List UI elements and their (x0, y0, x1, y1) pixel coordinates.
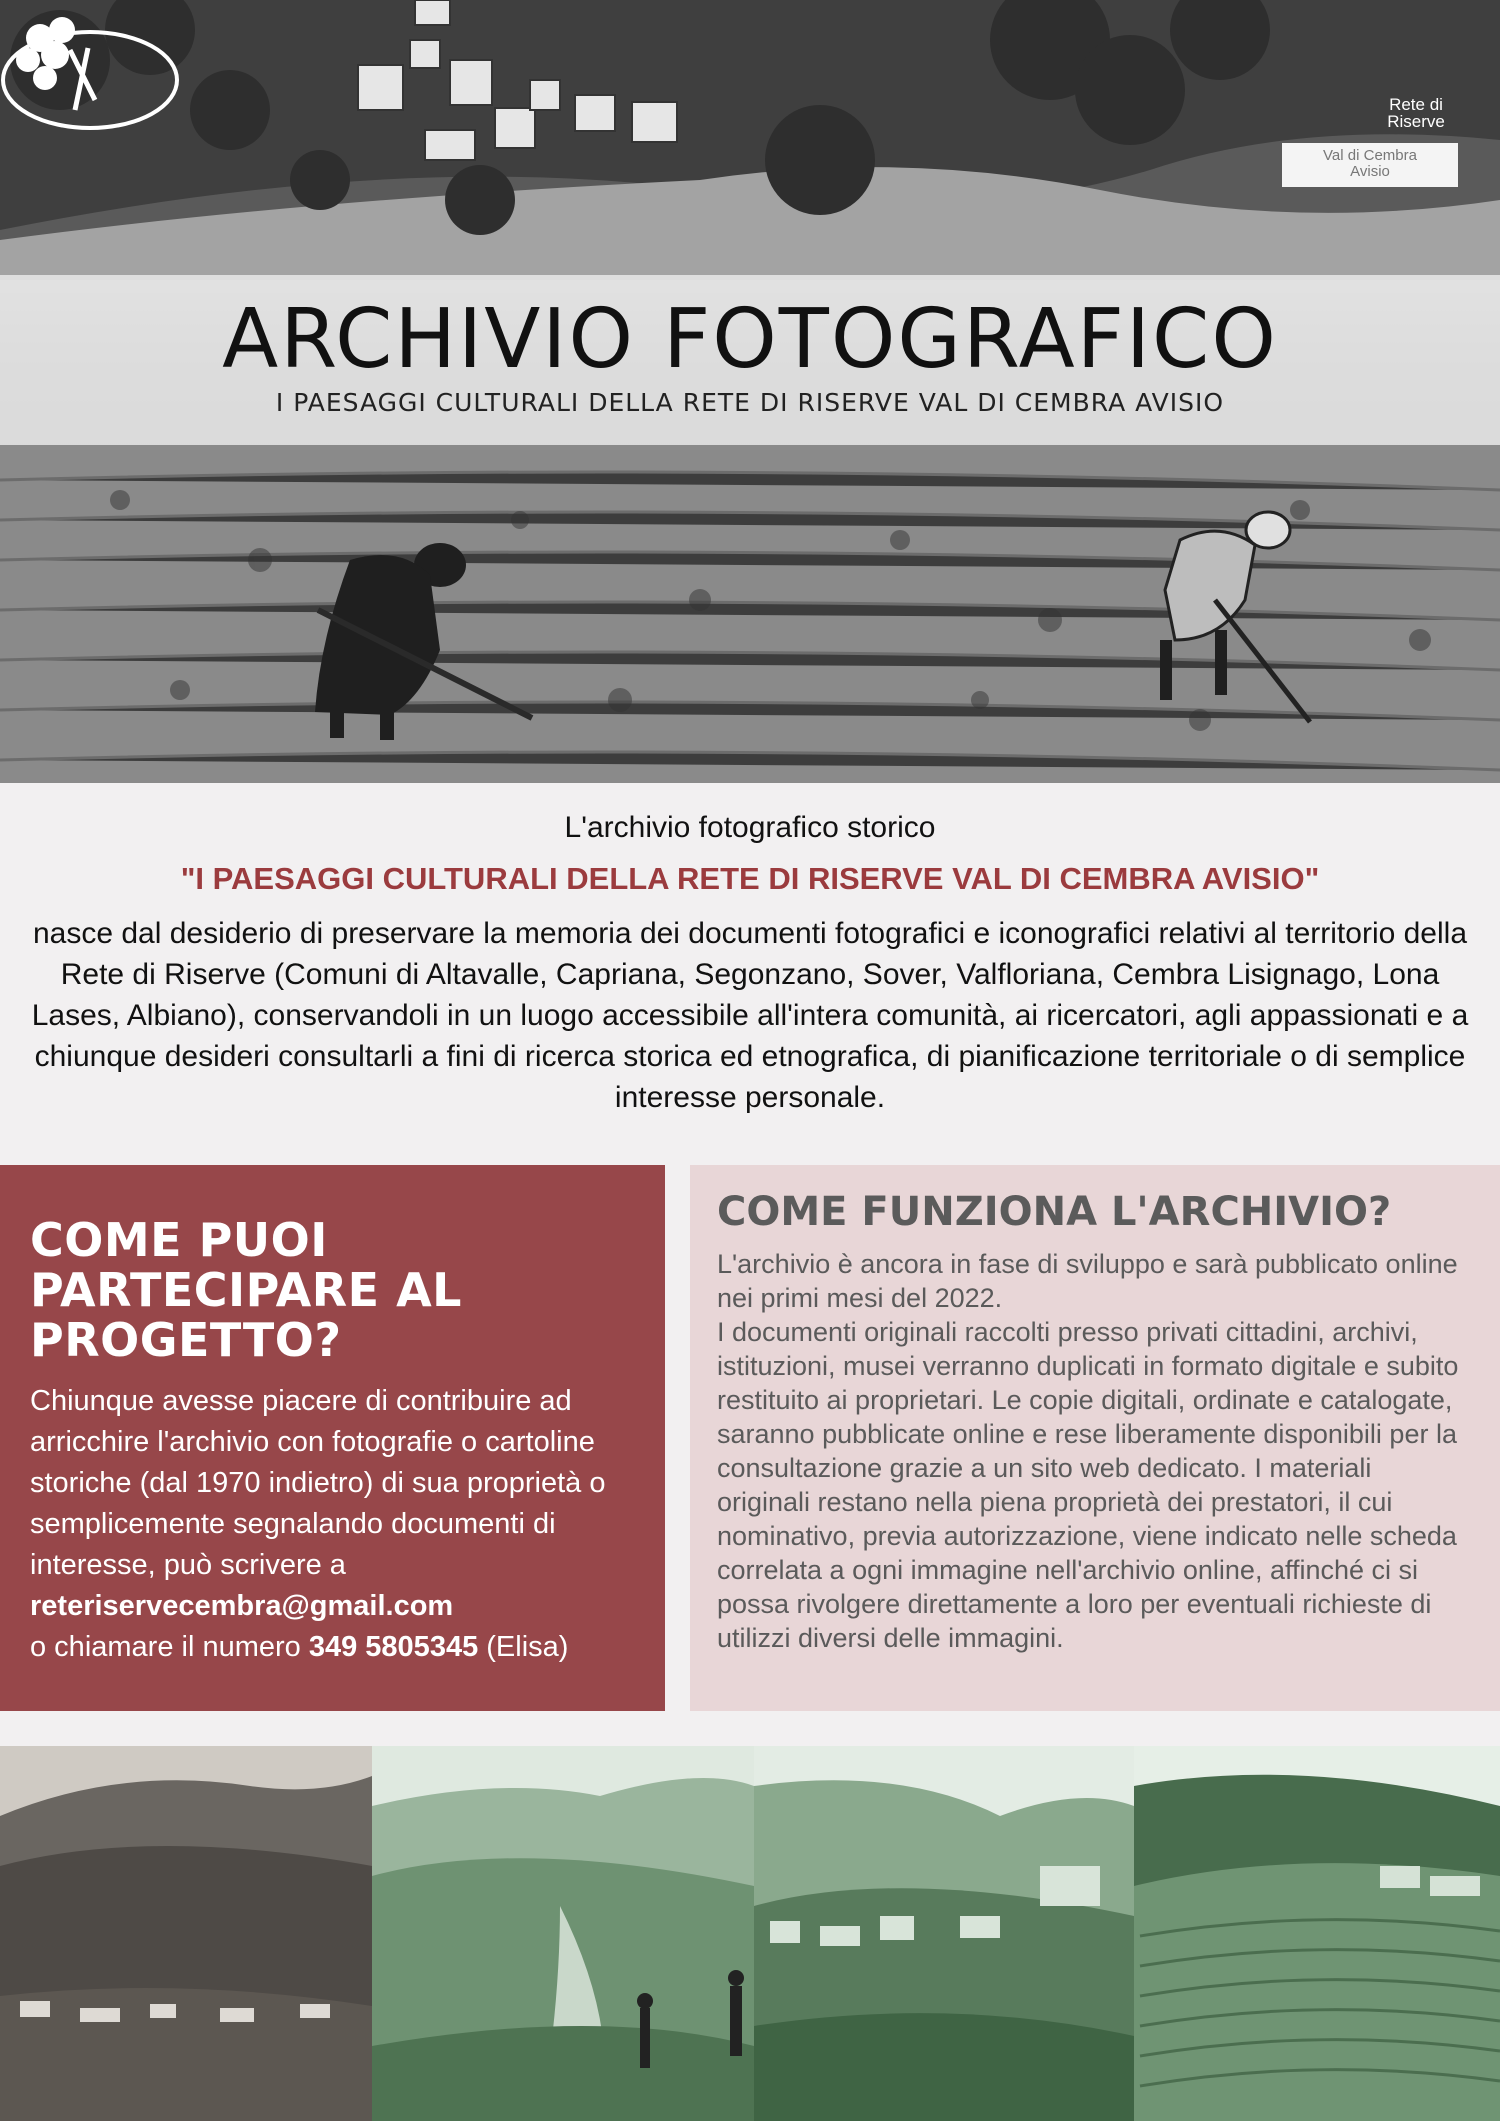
how-it-works-paragraph-1: L'archivio è ancora in fase di sviluppo e sarà pubblicato online nei primi mesi del 2022. (717, 1249, 1458, 1313)
rete-di-riserve-logo (0, 0, 180, 160)
participate-description: Chiunque avesse piacere di contribuire ad arricchire l'archivio con fotografie o cartoline storiche (dal 1970 indietro) di sua proprietà o semplicemente segnalando documenti di interesse, può scrivere a (30, 1385, 606, 1581)
logo-name-line2: Riserve (1387, 112, 1445, 131)
how-it-works-paragraph-2: I documenti originali raccolti presso privati cittadini, archivi, istituzioni, musei verranno duplicati in formato digitale e subito restituito ai proprietari. Le copie digitali, ordinate e catalogate, saranno pubblicate online e rese liberamente disponibili per la consultazione grazie a un sito web dedicato. I materiali originali restano nella piena proprietà dei prestatori, il cui nominativo, previa autorizzazione, viene indicato nelle scheda correlata a ogni immagine nell'archivio online, affinché ci si possa rivolgere direttamente a loro per eventuali richieste di utilizzi diversi delle immagini. (717, 1317, 1459, 1653)
logo-wordmark (1376, 96, 1456, 130)
logo-place-line2: Avisio (1350, 163, 1390, 180)
logo-place-line1: Val di Cembra (1323, 147, 1417, 164)
landscape-photo-strip (0, 1746, 1500, 2121)
hero-photo (0, 0, 1500, 783)
how-it-works-heading: COME FUNZIONA L'ARCHIVIO? (717, 1189, 1392, 1235)
how-it-works-panel (690, 1165, 1500, 1711)
landscape-photo-3 (754, 1746, 1134, 2121)
logo-place-label (1282, 143, 1458, 187)
contact-name: (Elisa) (486, 1631, 569, 1663)
participate-panel (0, 1165, 665, 1711)
logo-name-line1: Rete di (1389, 95, 1443, 114)
landscape-photos (0, 1746, 1500, 2121)
intro-lead: L'archivio fotografico storico (564, 811, 936, 844)
participate-text (30, 1381, 645, 1668)
contact-email-link[interactable]: reteriservecembra@gmail.com (30, 1590, 454, 1622)
landscape-photo-4 (1134, 1746, 1500, 2121)
participate-heading: COME PUOI PARTECIPARE AL PROGETTO? (30, 1213, 462, 1367)
intro-body: nasce dal desiderio di preservare la memoria dei documenti fotografici e iconografici relativi al territorio della Rete di Riserve (Comuni di Altavalle, Capriana, Segonzano, Sover, Valfloriana, Cembra Lisignago, Lona Lases, Albiano), conservandoli in un luogo accessibile all'intera comunità, ai ricercatori, agli appassionati e a chiunque desideri consultarli a fini di ricerca storica ed etnografica, di pianificazione territoriale o di semplice interesse personale. (31, 917, 1469, 1114)
landscape-photo-1 (0, 1746, 372, 2121)
call-text: o chiamare il numero (30, 1631, 301, 1663)
page-subtitle: I PAESAGGI CULTURALI DELLA RETE DI RISERVE VAL DI CEMBRA AVISIO (275, 388, 1225, 417)
page-title: ARCHIVIO FOTOGRAFICO (222, 292, 1278, 387)
intro-quote: "I PAESAGGI CULTURALI DELLA RETE DI RISERVE VAL DI CEMBRA AVISIO" (180, 861, 1320, 896)
intro-section (0, 783, 1500, 1165)
landscape-photo-2 (372, 1746, 754, 2121)
contact-phone-link[interactable]: 349 5805345 (308, 1631, 479, 1663)
